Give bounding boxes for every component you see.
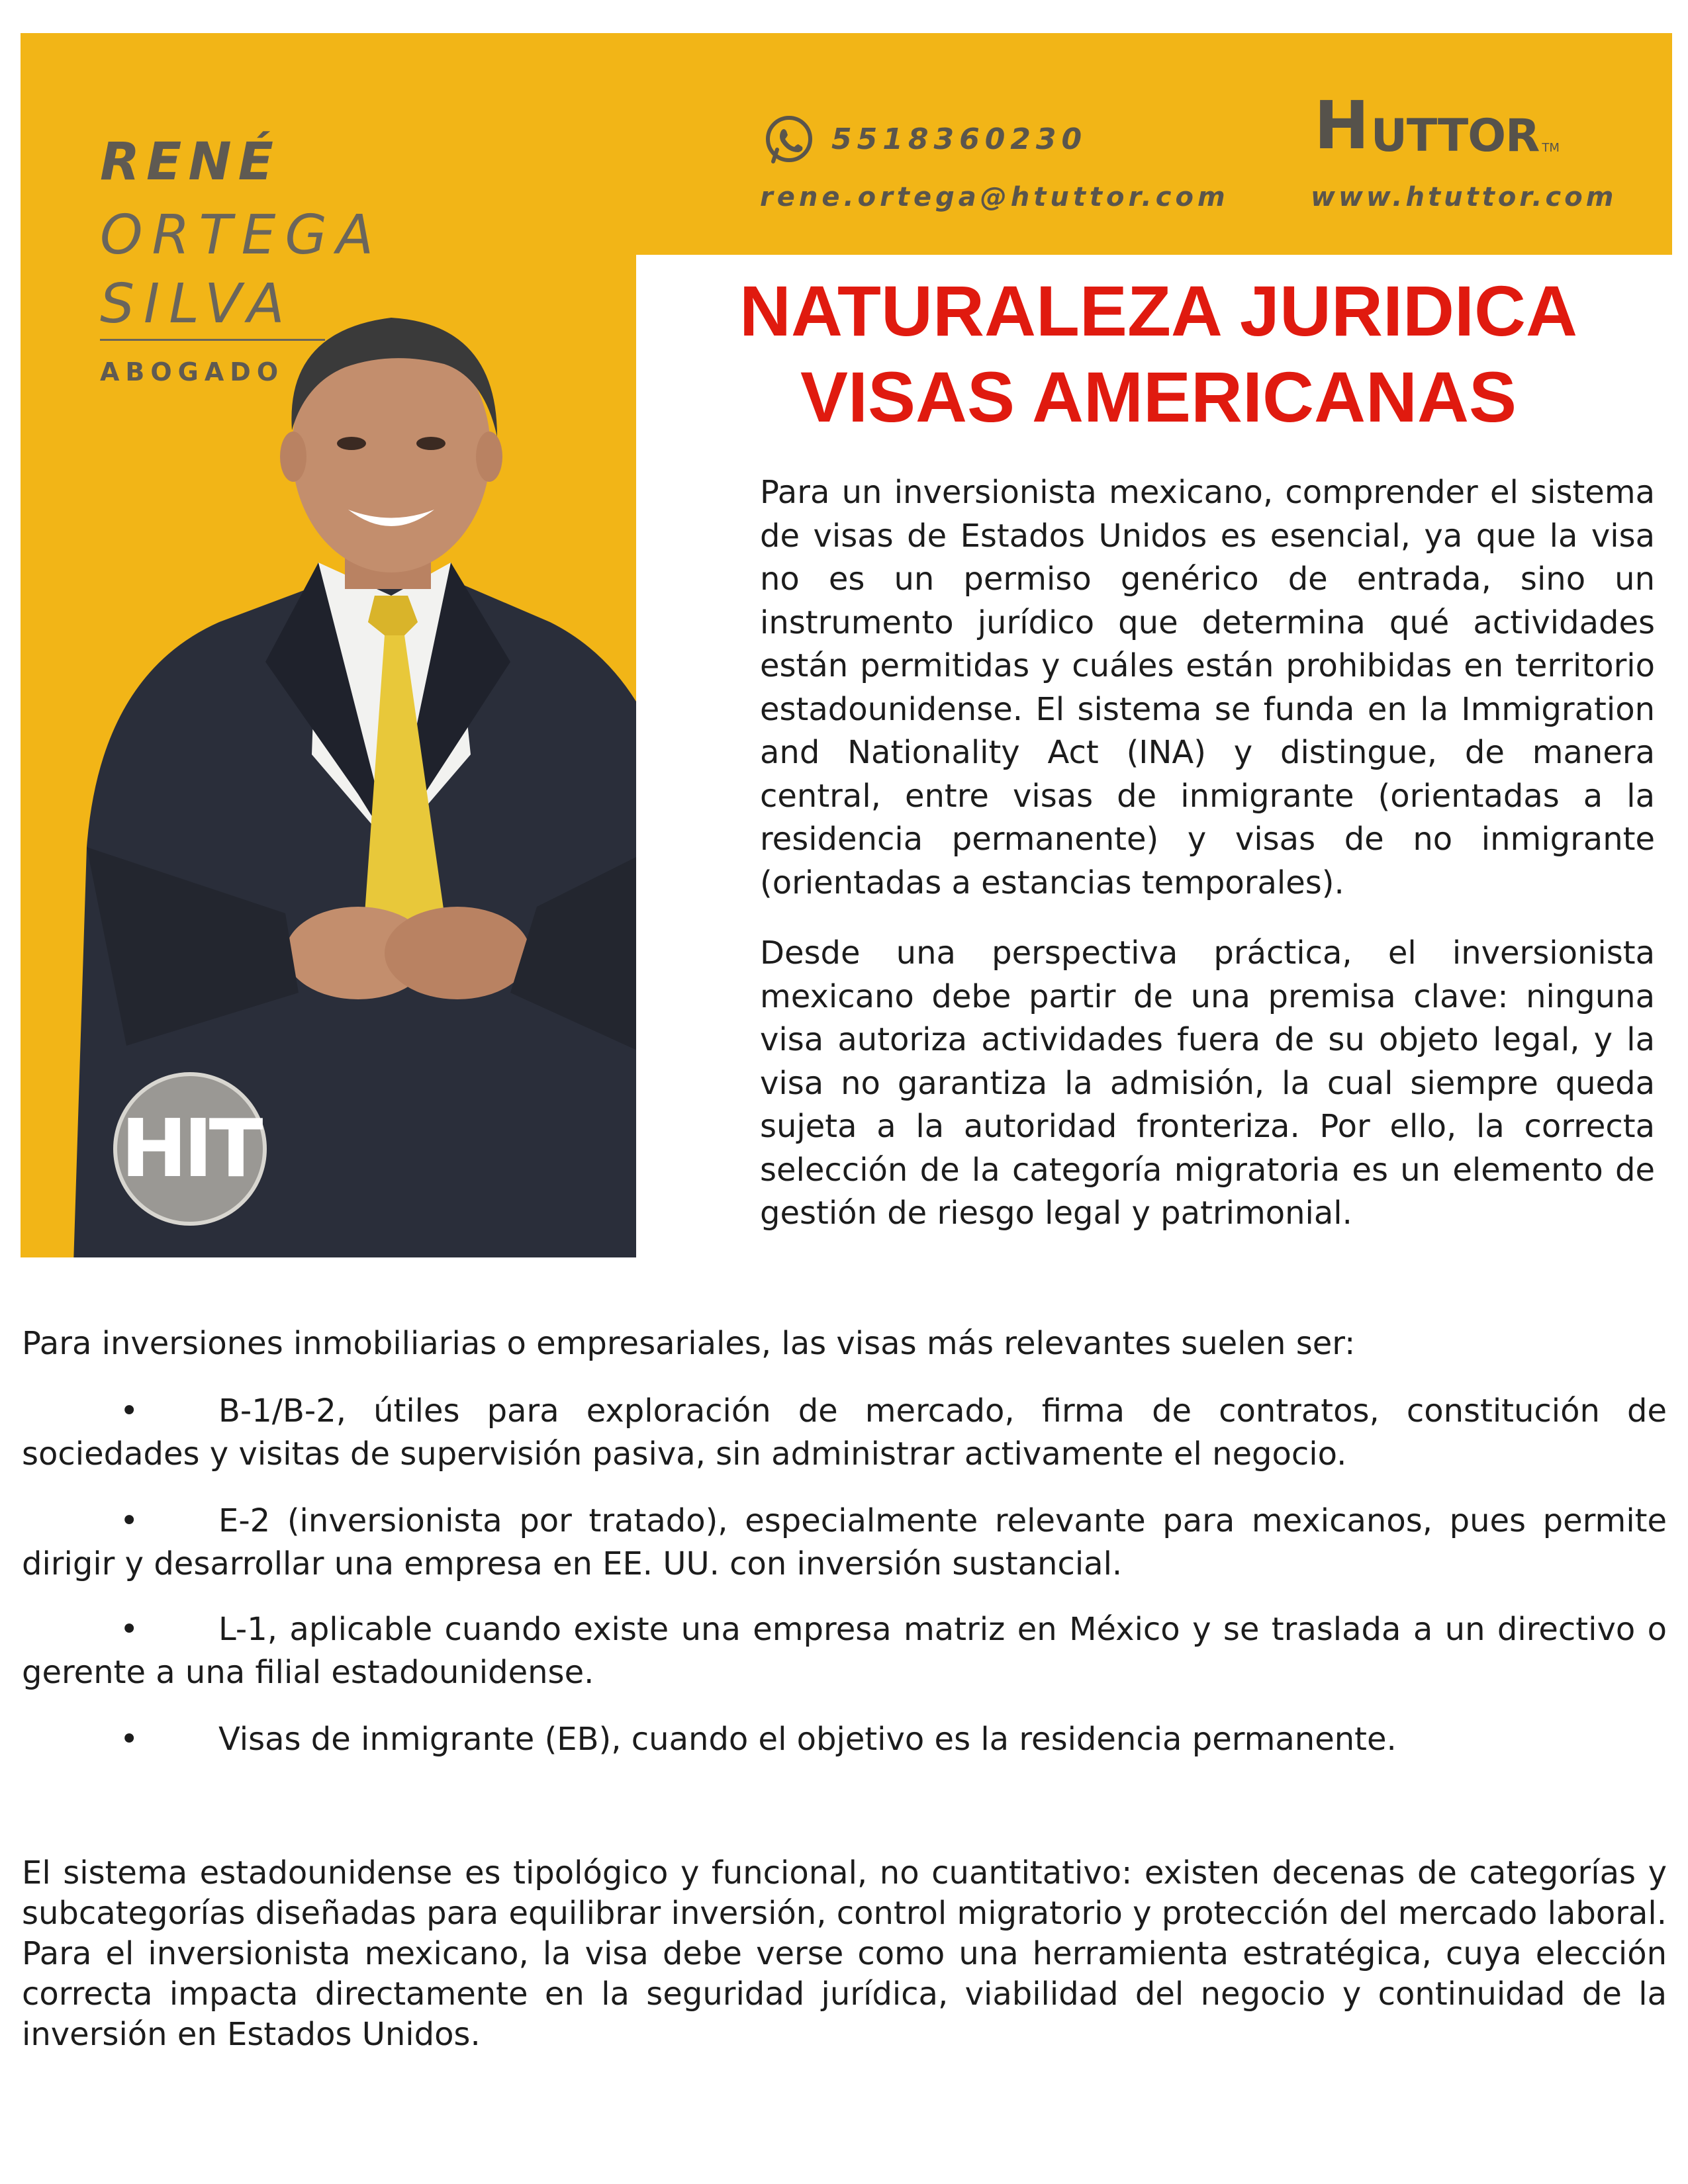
phone-contact[interactable] xyxy=(761,111,1087,167)
hit-logo-text: HIT xyxy=(120,1103,259,1195)
list-item-text: L-1, aplicable cuando existe una empresa matriz en México y se traslada a un directivo o gerente a una filial estadounidense. xyxy=(22,1611,1667,1691)
phone-number: 5518360230 xyxy=(831,122,1088,156)
list-item xyxy=(22,1718,1667,1761)
whatsapp-icon xyxy=(761,111,817,167)
bullet-icon: • xyxy=(120,1611,139,1648)
profile-role: ABOGADO xyxy=(100,357,285,387)
intro-paragraph-2: Desde una perspectiva práctica, el inversionista mexicano debe partir de una premisa clave: ninguna visa autoriza actividades fuera de su objeto legal, y la visa no garantiza la admisión, la cual siempre queda sujeta a la autoridad fronteriza. Por ello, la correcta selección de la categoría migratoria es un elemento de gestión de riesgo legal y patrimonial. xyxy=(760,934,1655,1232)
list-item-text: B-1/B-2, útiles para exploración de mercado, firma de contratos, constitución de sociedades y visitas de supervisión pasiva, sin administrar activamente el negocio. xyxy=(22,1392,1667,1473)
bullet-icon: • xyxy=(120,1392,139,1430)
bullet-icon: • xyxy=(120,1721,139,1758)
hit-logo-icon xyxy=(113,1072,267,1226)
list-item-text: E-2 (inversionista por tratado), especialmente relevante para mexicanos, pues permite dirigir y desarrollar una empresa en EE. UU. con inversión sustancial. xyxy=(22,1502,1667,1582)
page-title xyxy=(662,268,1655,440)
closing-paragraph: El sistema estadounidense es tipológico y funcional, no cuantitativo: existen decenas de categorías y subcategorías diseñadas para equilibrar inversión, control migratorio y protección del mercado laboral. Para el inversionista mexicano, la visa debe verse como una herramienta estratégica, cuya elección correcta impacta directamente en la seguridad jurídica, viabilidad del negocio y continuidad de la inversión en Estados Unidos. xyxy=(22,1854,1667,2053)
profile-first-name: RENÉ xyxy=(100,132,280,192)
profile-last-name-2: SILVA xyxy=(100,273,294,336)
bullet-icon: • xyxy=(120,1502,139,1539)
logo-h: H xyxy=(1314,87,1370,164)
profile-panel xyxy=(21,33,636,1257)
email-link[interactable]: rene.ortega@htuttor.com xyxy=(760,182,1229,212)
list-item-text: Visas de inmigrante (EB), cuando el objetivo es la residencia permanente. xyxy=(218,1721,1397,1758)
logo-rest: UTTOR xyxy=(1370,110,1540,162)
list-item xyxy=(22,1390,1667,1476)
title-line-2: VISAS AMERICANAS xyxy=(800,357,1517,437)
logo-trademark: TM xyxy=(1542,141,1560,155)
list-item xyxy=(22,1608,1667,1694)
intro-paragraph-1: Para un inversionista mexicano, comprender el sistema de visas de Estados Unidos es esencial, ya que la visa no es un permiso genérico de entrada, sino un instrumento jurídico que determina qué actividades están permitidas y cuáles están prohibidas en territorio estadounidense. El sistema se funda en la Immigration and Nationality Act (INA) y distingue, de manera central, entre visas de inmigrante (orientadas a la residencia permanente) y visas de no inmigrante (orientadas a estancias temporales). xyxy=(760,474,1655,901)
htuttor-logo xyxy=(1314,87,1560,164)
profile-last-name-1: ORTEGA xyxy=(100,204,383,267)
title-line-1: NATURALEZA JURIDICA xyxy=(739,271,1577,351)
list-lead: Para inversiones inmobiliarias o empresariales, las visas más relevantes suelen ser: xyxy=(22,1325,1356,1362)
list-item xyxy=(22,1500,1667,1586)
website-link[interactable]: www.htuttor.com xyxy=(1311,182,1617,212)
